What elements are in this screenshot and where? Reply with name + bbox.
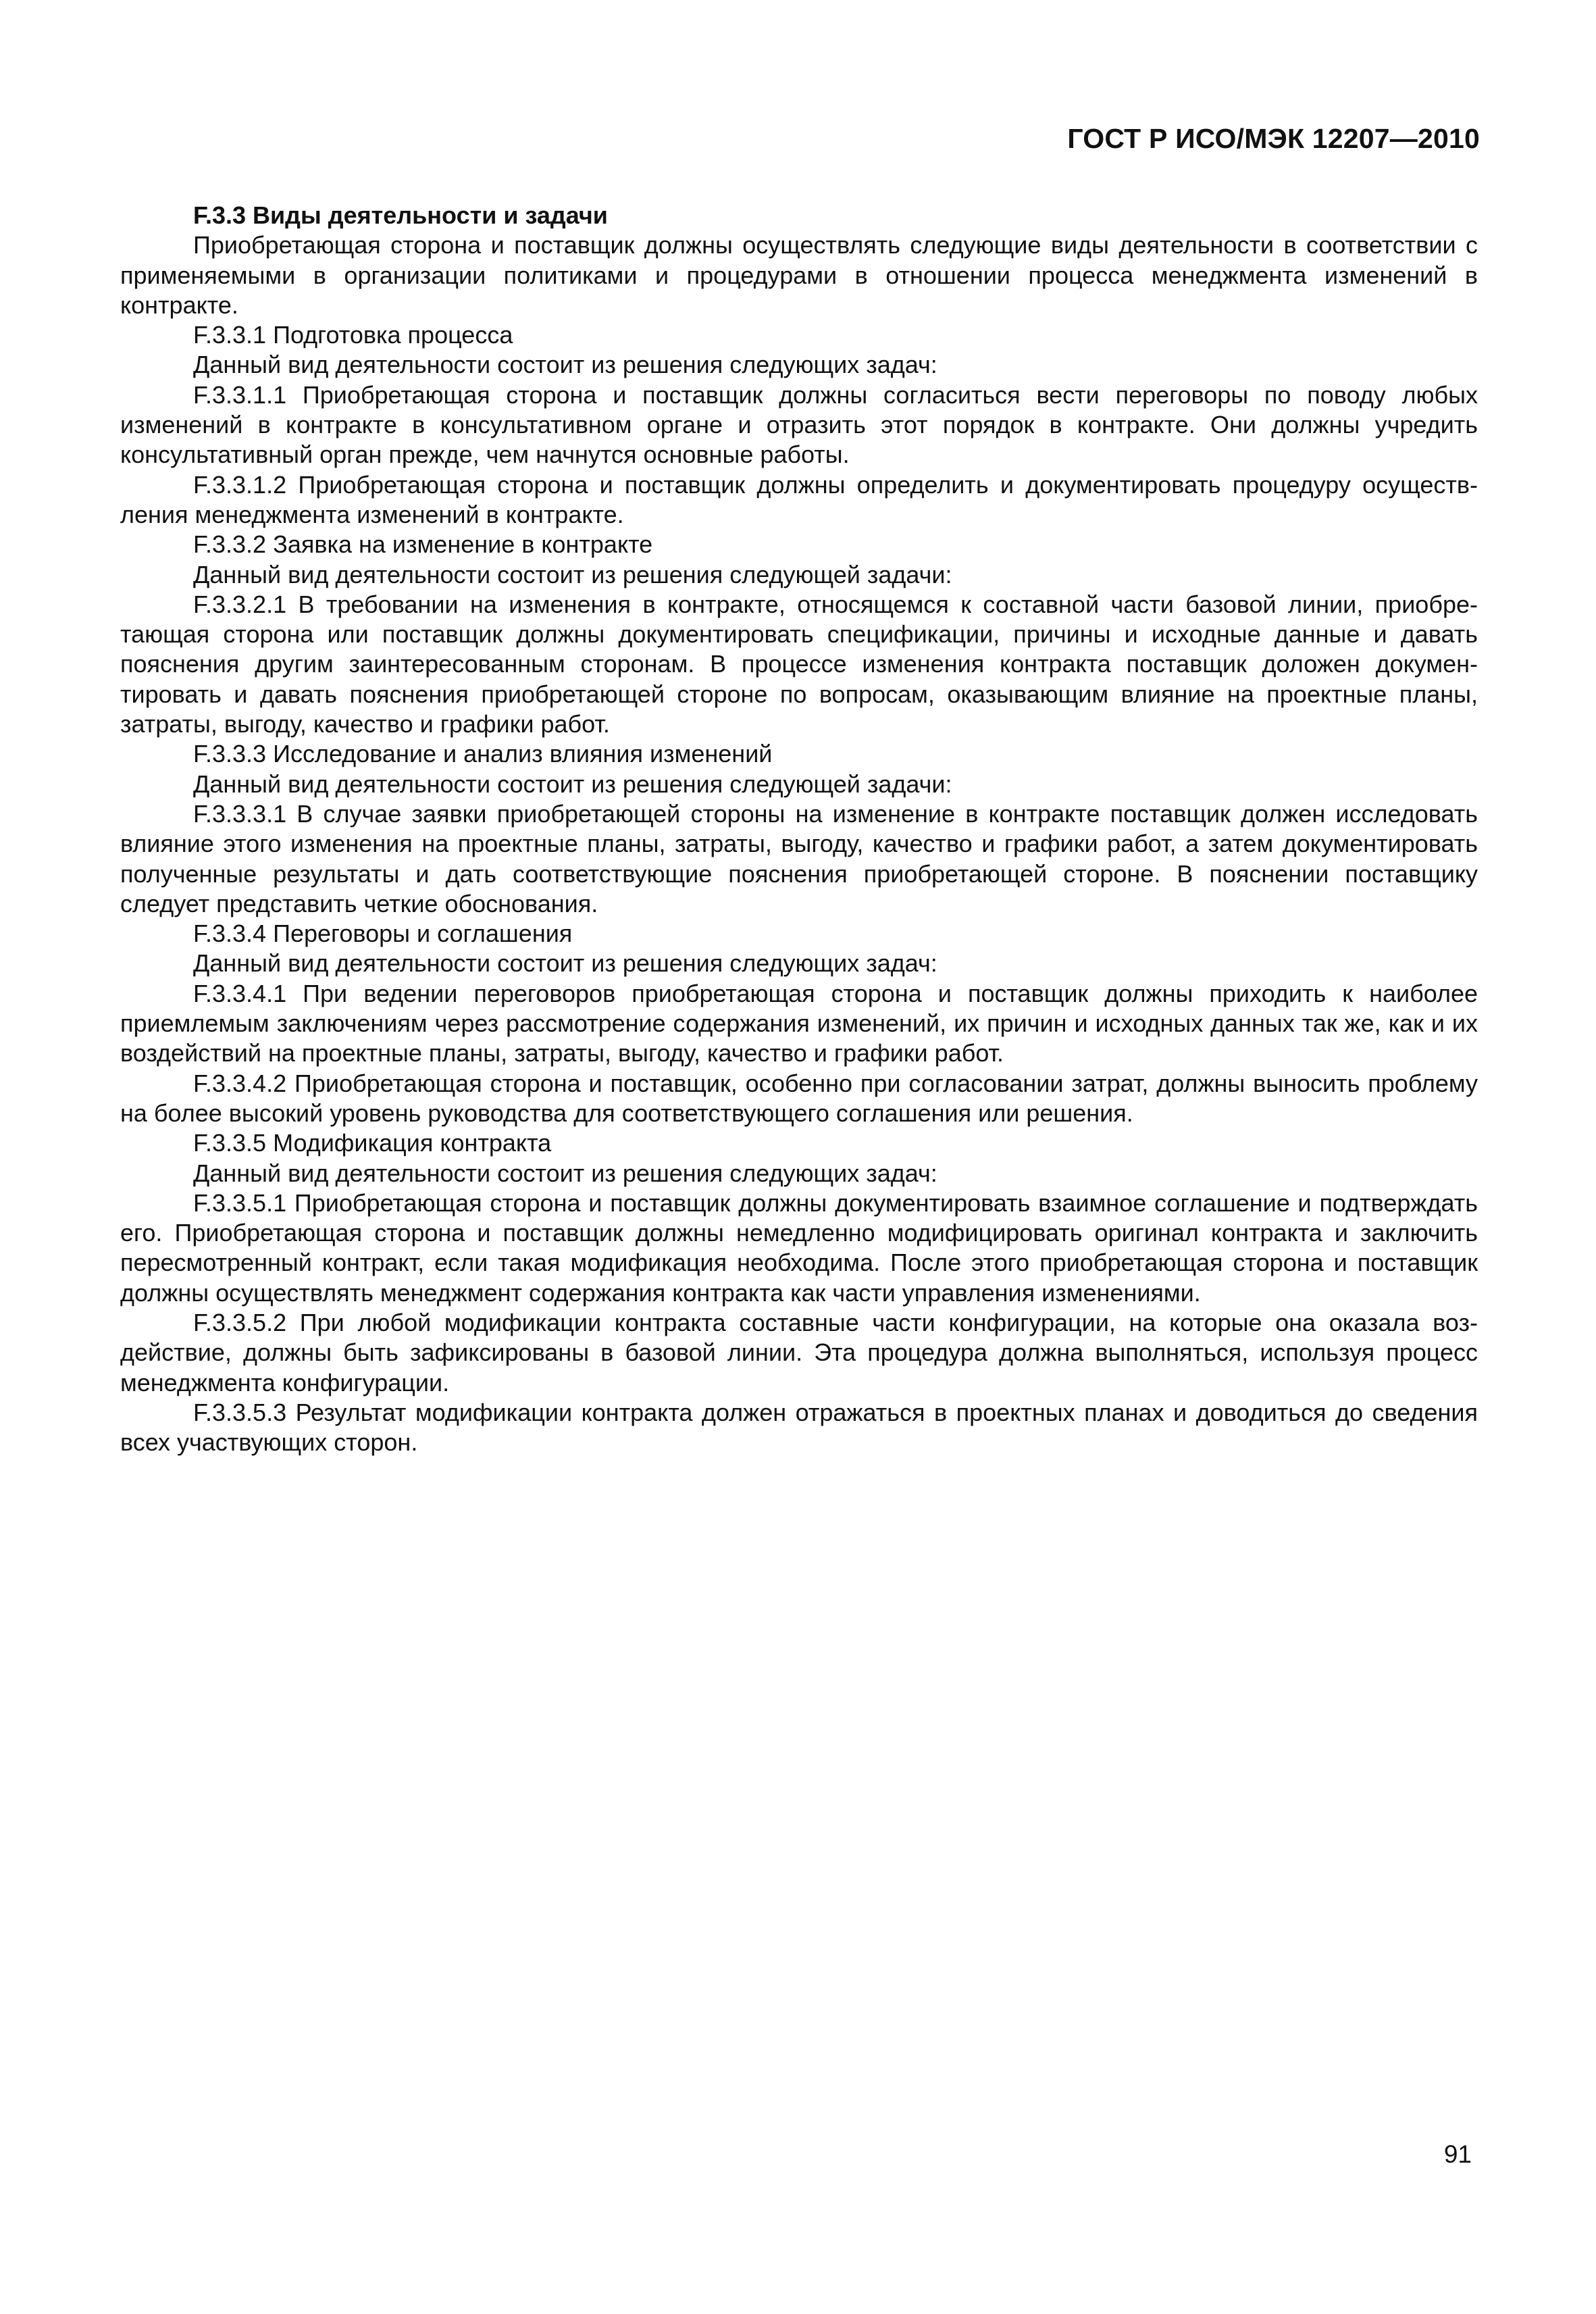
- paragraph-f3353: F.3.3.5.3 Результат модификации контракта должен отражаться в проектных планах и доводиться до сведения всех участвующих сторон.: [120, 1398, 1478, 1457]
- paragraph-tasks-intro: Данный вид деятельности состоит из решения следующих задач:: [193, 351, 937, 379]
- paragraph-f3321: F.3.3.2.1 В требовании на изменения в контракте, относящемся к составной части базовой линии, приобретающая сторона или поставщик должны документировать спецификации, причины и исходные данные и давать пояснения другим заинтересованным сторонам. В процессе изменения контракта поставщик доложен документировать и давать пояснения приобретающей стороне по вопросам, оказывающим влияние на проектные планы, затраты, выгоду, качество и графики работ.: [120, 590, 1478, 738]
- section-title: F.3.3 Виды деятельности и задачи: [193, 201, 608, 229]
- section-body: [120, 201, 1478, 1457]
- paragraph-f3311: F.3.3.1.1 Приобретающая сторона и поставщик должны согласиться вести переговоры по поводу любых изменений в контракте в консультативном органе и отразить этот порядок в контракте. Они должны учредить консультативный орган прежде, чем начнутся основные работы.: [120, 380, 1478, 469]
- paragraph-f3342: F.3.3.4.2 Приобретающая сторона и поставщик, особенно при согласовании затрат, должны выносить проблему на более высокий уровень руководства для соответствующего соглашения или решения.: [120, 1069, 1478, 1127]
- subsection-heading-f335: F.3.3.5 Модификация контракта: [193, 1129, 552, 1157]
- subsection-heading-f331: F.3.3.1 Подготовка процесса: [193, 321, 513, 349]
- paragraph-task-intro: Данный вид деятельности состоит из решения следующей задачи:: [193, 560, 952, 588]
- paragraph-intro: Приобретающая сторона и поставщик должны осуществлять следующие виды деятельности в соответствии с применяемыми в организации политиками и процедурами в отношении процесса менеджмента изменений в контракте.: [120, 231, 1478, 319]
- subsection-heading-f334: F.3.3.4 Переговоры и соглашения: [193, 920, 573, 948]
- paragraph-task-intro: Данный вид деятельности состоит из решения следующей задачи:: [193, 770, 952, 798]
- paragraph-f3351: F.3.3.5.1 Приобретающая сторона и поставщик должны документировать взаимное соглашение и подтверждать его. Приобретающая сторона и поставщик должны немедленно модифицировать оригинал контракта и заключить пересмотренный контракт, если такая модификация необходима. После этого приобретающая сторона и поставщик должны осуществлять менеджмент содержания контракта как части управления изменениями.: [120, 1188, 1478, 1307]
- subsection-heading-f332: F.3.3.2 Заявка на изменение в контракте: [193, 530, 653, 559]
- document-header-id: ГОСТ Р ИСО/МЭК 12207—2010: [1067, 123, 1480, 154]
- paragraph-tasks-intro: Данный вид деятельности состоит из решения следующих задач:: [193, 949, 937, 978]
- subsection-heading-f333: F.3.3.3 Исследование и анализ влияния изменений: [193, 740, 773, 768]
- paragraph-f3331: F.3.3.3.1 В случае заявки приобретающей стороны на изменение в контракте поставщик должен исследовать влияние этого изменения на проектные планы, затраты, выгоду, качество и графики работ, а затем документировать полученные результаты и дать соответствующие пояснения приобретающей стороне. В пояснении поставщику следует представить четкие обоснования.: [120, 799, 1478, 917]
- page-number: 91: [1443, 2140, 1472, 2168]
- paragraph-f3312: F.3.3.1.2 Приобретающая сторона и поставщик должны определить и документировать процедуру осуществления менеджмента изменений в контракте.: [120, 470, 1478, 528]
- paragraph-tasks-intro: Данный вид деятельности состоит из решения следующих задач:: [193, 1159, 937, 1187]
- paragraph-f3352: F.3.3.5.2 При любой модификации контракта составные части конфигурации, на которые она оказала воздействие, должны быть зафиксированы в базовой линии. Эта процедура должна выполняться, используя процесс менеджмента конфигурации.: [120, 1308, 1478, 1397]
- paragraph-f3341: F.3.3.4.1 При ведении переговоров приобретающая сторона и поставщик должны приходить к наиболее приемлемым заключениям через рассмотрение содержания изменений, их причин и исходных данных так же, как и их воздействий на проектные планы, затраты, выгоду, качество и графики работ.: [120, 979, 1478, 1067]
